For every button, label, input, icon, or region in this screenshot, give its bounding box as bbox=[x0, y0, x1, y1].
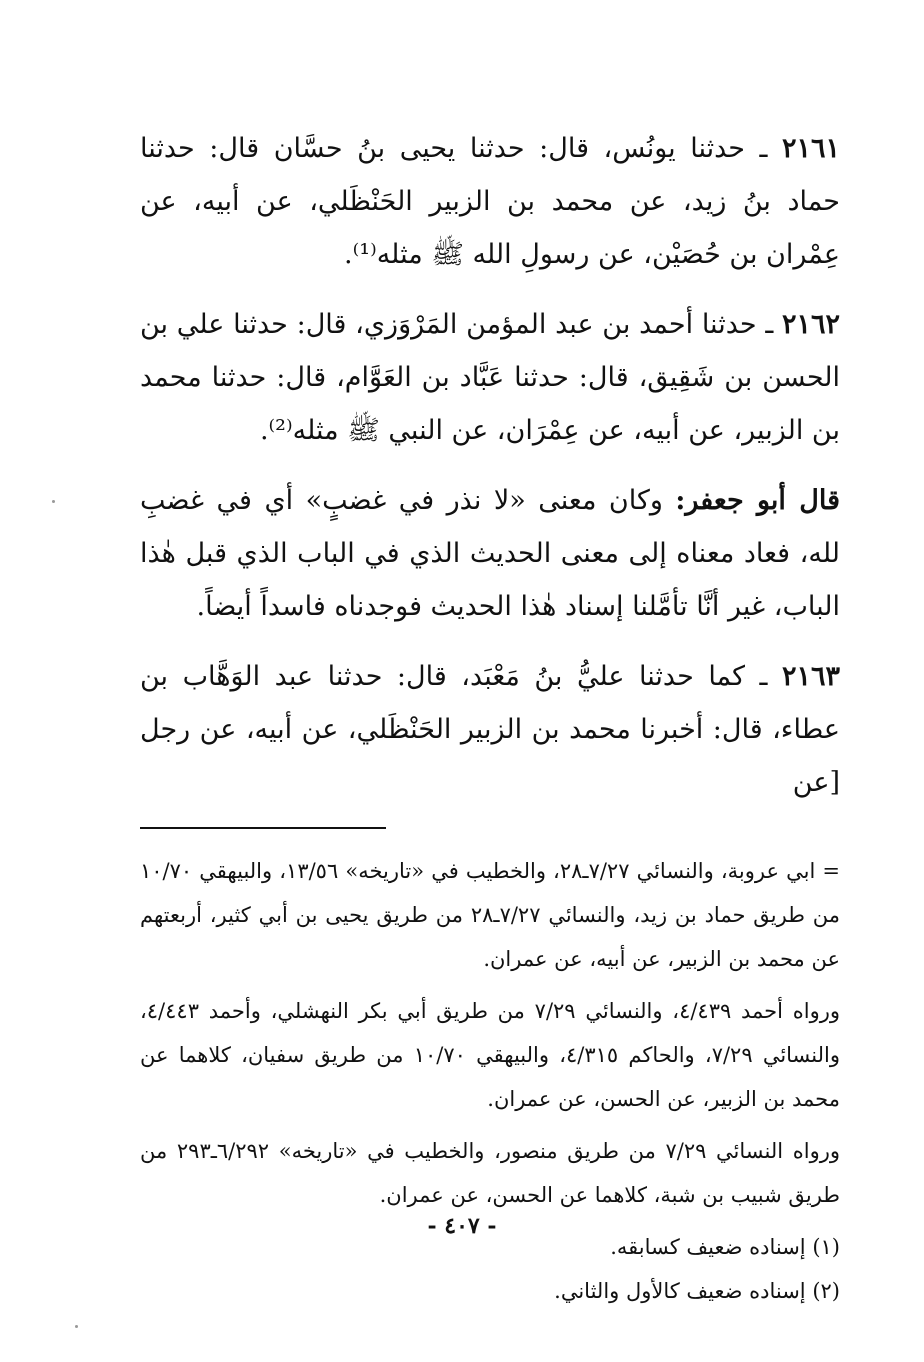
footnote-divider bbox=[140, 827, 386, 829]
hadith-text: ـ حدثنا أحمد بن عبد المؤمن المَرْوَزي، قال: حدثنا علي بن الحسن بن شَقِيق، قال: حدثنا عَبَّاد بن العَوَّام، قال: حدثنا محمد بن الزبير، عن أبيه، عن عِمْرَان، عن النبي ﷺ مثله⁽²⁾. bbox=[140, 309, 840, 446]
commentary-text: وكان معنى «لا نذر في غضبٍ» أي في غضبِ لله، فعاد معناه إلى معنى الحديث الذي في الباب الذي قبل هٰذا الباب، غير أنَّا تأمَّلنا إسناد هٰذا الحديث فوجدناه فاسداً أيضاً. bbox=[140, 485, 840, 622]
footnote-2: (٢) إسناده ضعيف كالأول والثاني. bbox=[554, 1279, 840, 1303]
scan-speck bbox=[52, 500, 55, 503]
hadith-2162 bbox=[140, 298, 840, 457]
page-body bbox=[140, 122, 841, 1303]
page-number: - ٤٠٧ - bbox=[427, 1213, 497, 1239]
footnote-paragraph: ورواه أحمد ٤/٤٣٩، والنسائي ٧/٢٩ من طريق أبي بكر النهشلي، وأحمد ٤/٤٤٣، والنسائي ٧/٢٩، والحاكم ٤/٣١٥، والبيهقي ١٠/٧٠ من طريق سفيان، كلاهما عن محمد بن الزبير، عن الحسن، عن عمران. bbox=[140, 999, 841, 1111]
scan-speck bbox=[75, 1325, 78, 1328]
hadith-text: ـ حدثنا يونُس، قال: حدثنا يحيى بنُ حسَّان قال: حدثنا حماد بنُ زيد، عن محمد بن الزبير الحَنْظَلي، عن أبيه، عن عِمْران بن حُصَيْن، عن رسولِ الله ﷺ مثله⁽¹⁾. bbox=[140, 133, 840, 270]
speaker-label: قال أبو جعفر: bbox=[675, 485, 840, 516]
hadith-number: ٢١٦١ bbox=[781, 133, 840, 164]
footnote-continuation: = ابي عروبة، والنسائي ٧/٢٧ـ٢٨، والخطيب في «تاريخه» ١٣/٥٦، والبيهقي ١٠/٧٠ من طريق حماد بن زيد، والنسائي ٧/٢٧ـ٢٨ من طريق يحيى بن أبي كثير، أربعتهم عن محمد بن الزبير، عن أبيه، عن عمران. bbox=[140, 859, 841, 971]
hadith-text: ـ كما حدثنا عليُّ بنُ مَعْبَد، قال: حدثنا عبد الوَهَّاب بن عطاء، قال: أخبرنا محمد بن الزبير الحَنْظَلي، عن أبيه، عن رجل [عن bbox=[140, 661, 840, 798]
footnote-paragraph: ورواه النسائي ٧/٢٩ من طريق منصور، والخطيب في «تاريخه» ٦/٢٩٢ـ٢٩٣ من طريق شبيب بن شبة، كلاهما عن الحسن، عن عمران. bbox=[140, 1139, 840, 1207]
hadith-2161 bbox=[140, 122, 840, 281]
hadith-2163 bbox=[140, 650, 840, 809]
hadith-number: ٢١٦٣ bbox=[781, 661, 840, 692]
hadith-number: ٢١٦٢ bbox=[781, 309, 840, 340]
footnote-1: (١) إسناده ضعيف كسابقه. bbox=[610, 1235, 840, 1259]
commentary-abu-jafar bbox=[140, 474, 840, 633]
